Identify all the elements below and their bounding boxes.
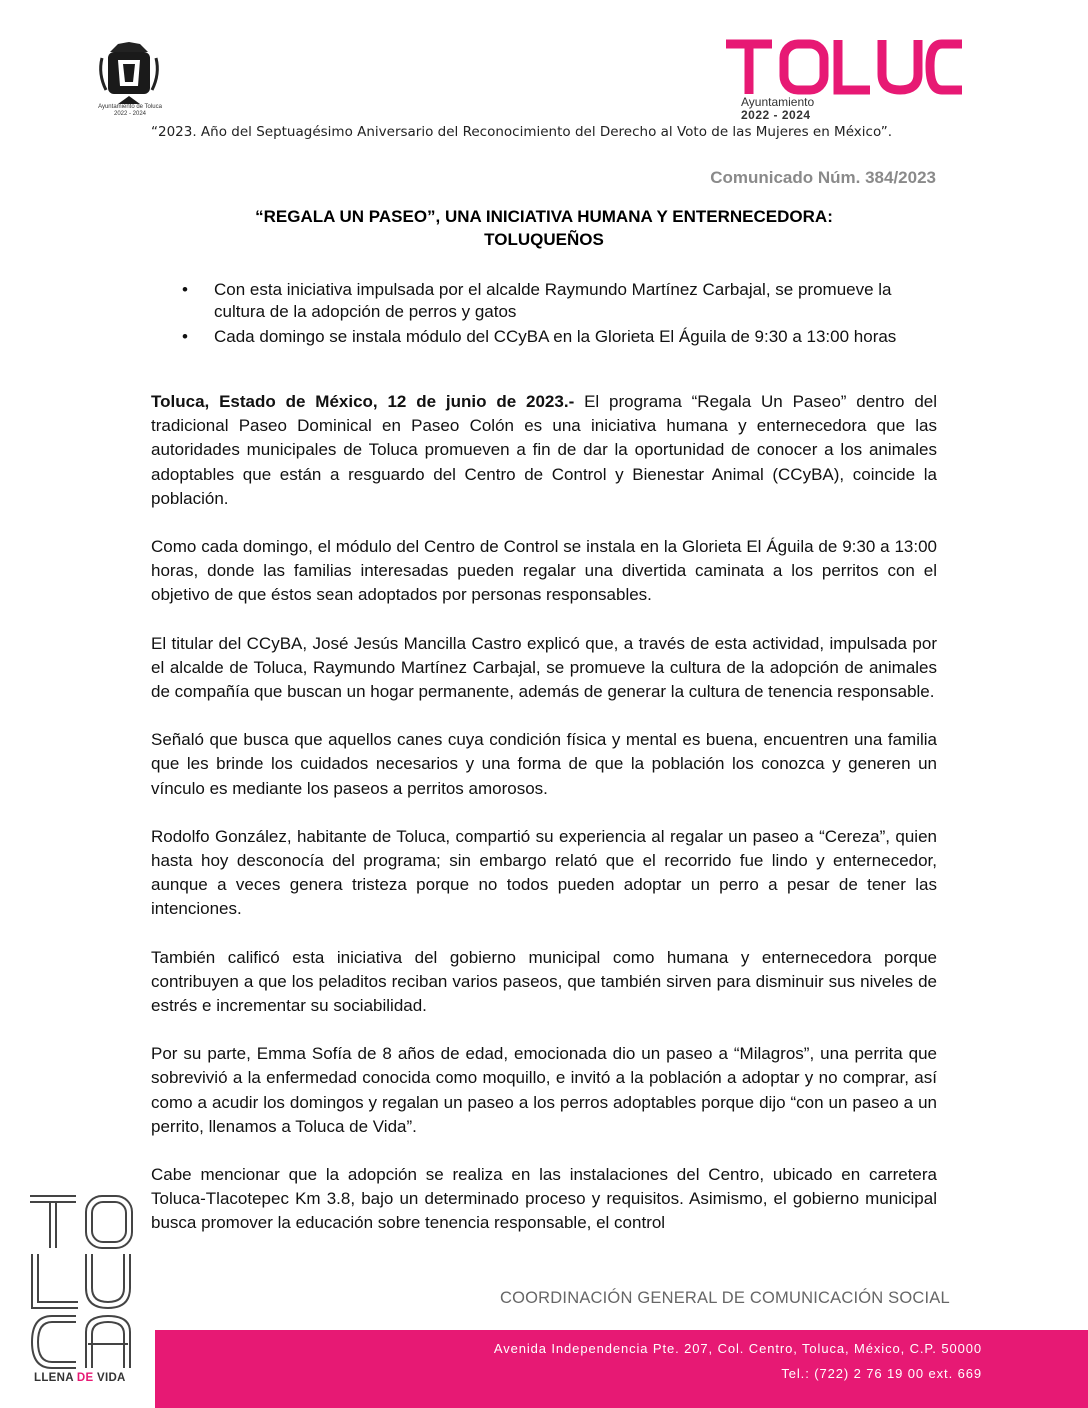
seal-caption-line1: Ayuntamiento de Toluca bbox=[98, 104, 162, 110]
comunicado-number: Comunicado Núm. 384/2023 bbox=[710, 168, 936, 187]
toluca-logo bbox=[724, 36, 982, 96]
year-motto: “2023. Año del Septuagésimo Aniversario del Reconocimiento del Derecho al Voto de las Mujeres en México”. bbox=[151, 124, 893, 140]
bullet-item: • Con esta iniciativa impulsada por el alcalde Raymundo Martínez Carbajal, se promueve la cultura de la adopción de perros y gatos bbox=[150, 279, 938, 323]
paragraph-5: Rodolfo González, habitante de Toluca, compartió su experiencia al regalar un paseo a “Cereza”, quien hasta hoy desconocía del programa; sin embargo relató que el recorrido fue lindo y enternecedor, aunque a veces genera tristeza porque no todos pueden adoptar un perro a pesar de tener las intenciones. bbox=[151, 826, 937, 919]
bullet-item: • Cada domingo se instala módulo del CCyBA en la Glorieta El Águila de 9:30 a 13:00 horas bbox=[150, 326, 938, 348]
coordination-label: COORDINACIÓN GENERAL DE COMUNICACIÓN SOCIAL bbox=[500, 1289, 950, 1307]
paragraph-6: También calificó esta iniciativa del gobierno municipal como humana y enternecedora porque contribuyen a que los peladitos reciban varios paseos, que también sirven para disminuir sus niveles de estrés e incrementar su sociabilidad. bbox=[151, 947, 937, 1016]
headline bbox=[150, 205, 938, 251]
tagline-part2: DE bbox=[76, 1372, 94, 1384]
paragraph-4: Señaló que busca que aquellos canes cuya condición física y mental es buena, encuentren una familia que les brinde los cuidados necesarios y una forma de que la población los conozca y generen un vínculo es mediante los paseos a perritos amorosos. bbox=[151, 730, 937, 798]
paragraph-3: El titular del CCyBA, José Jesús Mancilla Castro explicó que, a través de esta actividad, impulsada por el alcalde de Toluca, Raymundo Martínez Carbajal, se promueve la cultura de la adopción de animales de compañía que buscan un hogar permanente, además de generar la cultura de tenencia responsable. bbox=[151, 633, 937, 702]
tagline-part3: VIDA bbox=[93, 1372, 126, 1384]
logo-years-label: 2022 - 2024 bbox=[741, 108, 811, 122]
llena-de-vida-tagline bbox=[34, 1372, 126, 1384]
seal-caption bbox=[84, 104, 176, 118]
seal-caption-line2: 2022 - 2024 bbox=[113, 111, 147, 117]
toluca-logo-word: TOLUCA bbox=[864, 71, 869, 72]
article-body bbox=[151, 390, 937, 1260]
footer-address: Avenida Independencia Pte. 207, Col. Centro, Toluca, México, C.P. 50000 bbox=[493, 1341, 982, 1356]
summary-bullets bbox=[150, 279, 938, 351]
dateline: Toluca, Estado de México, 12 de junio de 2023.- bbox=[151, 392, 575, 411]
headline-line2: TOLUQUEÑOS bbox=[484, 230, 604, 249]
paragraph-7: Por su parte, Emma Sofía de 8 años de edad, emocionada dio un paseo a “Milagros”, una perrita que sobrevivió a la enfermedad conocida como moquillo, e invitó a la población a adoptar y no comprar, así como a acudir los domingos y regalan un paseo a los perros adoptables porque dijo “con un paseo a un perrito, llenamos a Toluca de Vida”. bbox=[151, 1044, 937, 1136]
logo-ayuntamiento-label: Ayuntamiento bbox=[741, 95, 815, 109]
paragraph-2: Como cada domingo, el módulo del Centro de Control se instala en la Glorieta El Águila de 9:30 a 13:00 horas, donde las familias interesadas pueden regalar una divertida caminata a los perritos con el objetivo de que éstos sean adoptados por personas responsables. bbox=[151, 537, 937, 605]
footer-phone: Tel.: (722) 2 76 19 00 ext. 669 bbox=[781, 1366, 982, 1381]
paragraph-8: Cabe mencionar que la adopción se realiza en las instalaciones del Centro, ubicado en carretera Toluca-Tlacotepec Km 3.8, bajo un determinado proceso y requisitos. Asimismo, el gobierno municipal busca promover la educación sobre tenencia responsable, el control bbox=[151, 1165, 937, 1233]
toluca-logo-graphic bbox=[724, 36, 982, 96]
tagline-part1: LLENA bbox=[34, 1372, 77, 1384]
paragraph-1 bbox=[151, 390, 937, 511]
headline-line1: “REGALA UN PASEO”, UNA INICIATIVA HUMANA Y ENTERNECEDORA: bbox=[255, 207, 833, 226]
toluca-vertical-logo-icon bbox=[28, 1192, 136, 1370]
paragraph-1-text: El programa “Regala Un Paseo” dentro del tradicional Paseo Dominical en Paseo Colón es una iniciativa humana y enternecedora que las autoridades municipales de Toluca promueven a fin de dar la oportunidad de conocer a los animales adoptables que están a resguardo del Centro de Control y Bienestar Animal (CCyBA), coincide la población. bbox=[151, 392, 938, 508]
